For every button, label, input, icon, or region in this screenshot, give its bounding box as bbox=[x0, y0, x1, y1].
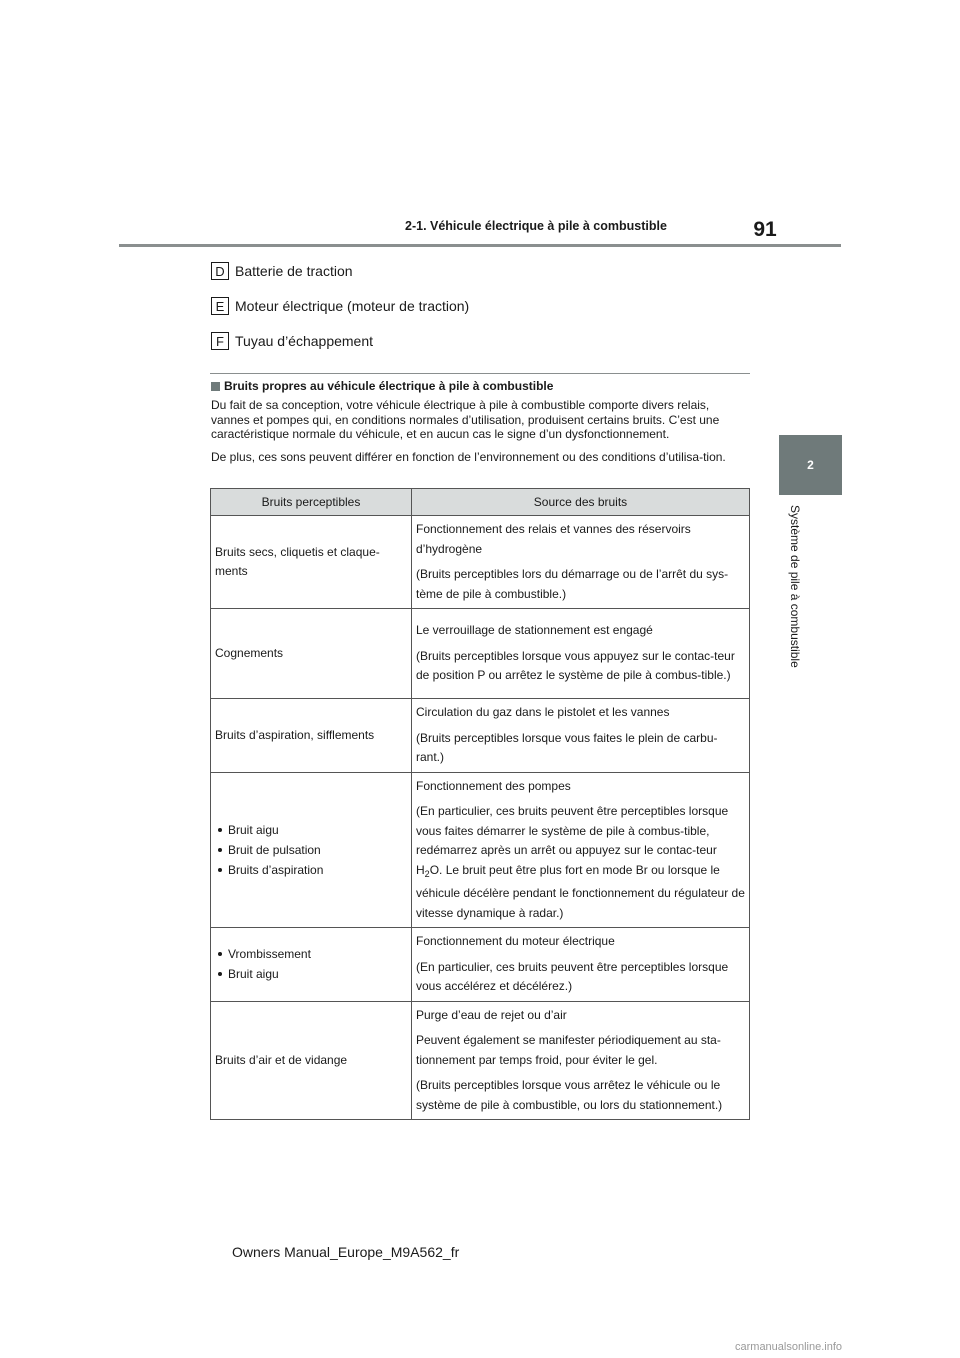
table-header-source: Source des bruits bbox=[412, 489, 750, 516]
header-rule bbox=[119, 244, 841, 247]
noise-cell: Bruits d’air et de vidange bbox=[211, 1001, 412, 1120]
noise-bullet: Bruits d’aspiration bbox=[215, 860, 407, 880]
chapter-number: 2 bbox=[807, 458, 814, 472]
legend-letter: F bbox=[211, 332, 229, 350]
noise-cell bbox=[211, 928, 412, 1002]
legend-text: Batterie de traction bbox=[235, 263, 353, 279]
source-text: Peuvent également se manifester périodiquement au sta-tionnement par temps froid, pour éviter le gel. bbox=[416, 1033, 721, 1067]
section-title: 2-1. Véhicule électrique à pile à combustible bbox=[405, 219, 667, 233]
source-text: (Bruits perceptibles lorsque vous appuyez sur le contac-teur de position P ou arrêtez le système de pile à combus-tible.) bbox=[416, 648, 735, 683]
footer-doc-id: Owners Manual_Europe_M9A562_fr bbox=[232, 1244, 460, 1260]
note-paragraph: De plus, ces sons peuvent différer en fonction de l’environnement ou des conditions d’utilisa-tion. bbox=[211, 450, 726, 464]
intro-paragraph: Du fait de sa conception, votre véhicule électrique à pile à combustible comporte divers relais, vannes et pompes qui, en conditions normales d’utilisation, produisent certains bruits. C’est une caractéristique normale du véhicule, et en aucun cas le signe d’un dysfonctionnement. bbox=[211, 398, 720, 441]
source-text: (Bruits perceptibles lorsque vous arrêtez le véhicule ou le système de pile à combustible, ou lors du stationnement.) bbox=[416, 1078, 723, 1112]
legend-item-d bbox=[211, 262, 353, 280]
noise-bullet: Vrombissement bbox=[215, 944, 407, 964]
table-row bbox=[211, 516, 750, 609]
source-cell bbox=[412, 772, 750, 928]
noise-bullet: Bruit aigu bbox=[215, 820, 407, 840]
table-row bbox=[211, 699, 750, 773]
legend-text: Moteur électrique (moteur de traction) bbox=[235, 298, 470, 314]
noise-bullet: Bruit aigu bbox=[215, 964, 407, 984]
legend-item-f bbox=[211, 332, 373, 350]
page-number: 91 bbox=[753, 218, 777, 241]
source-cell bbox=[412, 609, 750, 699]
noise-cell: Cognements bbox=[211, 609, 412, 699]
section-heading bbox=[211, 379, 553, 393]
source-text: Fonctionnement des relais et vannes des réservoirs d’hydrogène bbox=[416, 522, 691, 556]
noise-cell: Bruits secs, cliquetis et claque-ments bbox=[211, 516, 412, 609]
watermark: carmanualsonline.info bbox=[735, 1341, 843, 1353]
section-heading-text: Bruits propres au véhicule électrique à pile à combustible bbox=[224, 379, 554, 393]
source-text: Fonctionnement du moteur électrique bbox=[416, 934, 615, 948]
source-cell bbox=[412, 1001, 750, 1120]
legend-letter: E bbox=[211, 297, 229, 315]
noise-bullet: Bruit de pulsation bbox=[215, 840, 407, 860]
table-header-noise: Bruits perceptibles bbox=[211, 489, 412, 516]
noise-table bbox=[210, 488, 750, 1120]
source-text: Le verrouillage de stationnement est engagé bbox=[416, 623, 653, 638]
chapter-label-text: Système de pile à combustible bbox=[788, 505, 802, 668]
source-text: Purge d’eau de rejet ou d’air bbox=[416, 1007, 567, 1022]
source-cell bbox=[412, 516, 750, 609]
legend-text: Tuyau d’échappement bbox=[235, 333, 374, 349]
table-row bbox=[211, 772, 750, 928]
table-row bbox=[211, 928, 750, 1002]
chapter-label bbox=[780, 505, 810, 695]
source-cell bbox=[412, 699, 750, 773]
square-bullet-icon bbox=[211, 382, 220, 391]
source-text: (En particulier, ces bruits peuvent être perceptibles lorsque vous accélérez et décélérez.) bbox=[416, 959, 729, 993]
source-text: (Bruits perceptibles lorsque vous faites le plein de carbu-rant.) bbox=[416, 730, 718, 764]
legend-item-e bbox=[211, 297, 469, 315]
table-row bbox=[211, 609, 750, 699]
chapter-tab[interactable] bbox=[779, 435, 842, 495]
source-text: Fonctionnement des pompes bbox=[416, 778, 571, 793]
source-text: Circulation du gaz dans le pistolet et les vannes bbox=[416, 705, 670, 719]
source-cell bbox=[412, 928, 750, 1002]
table-row bbox=[211, 1001, 750, 1120]
source-text: (Bruits perceptibles lors du démarrage ou de l’arrêt du sys-tème de pile à combustible.) bbox=[416, 567, 729, 601]
source-text: (En particulier, ces bruits peuvent être perceptibles lorsque vous faites démarrer le système de pile à combus-tible, redémarrez après un arrêt ou appuyez sur le contac-teur $H_2O$. Le bruit peut être plus fort en mode Br ou lorsque le véhicule décélère pendant le fonctionnement du régulateur de vitesse dynamique à radar.) bbox=[416, 804, 745, 920]
legend-letter: D bbox=[211, 262, 229, 280]
noise-cell bbox=[211, 772, 412, 928]
section-divider bbox=[210, 373, 750, 374]
noise-cell: Bruits d’aspiration, sifflements bbox=[211, 699, 412, 773]
table-header-row bbox=[211, 489, 750, 516]
